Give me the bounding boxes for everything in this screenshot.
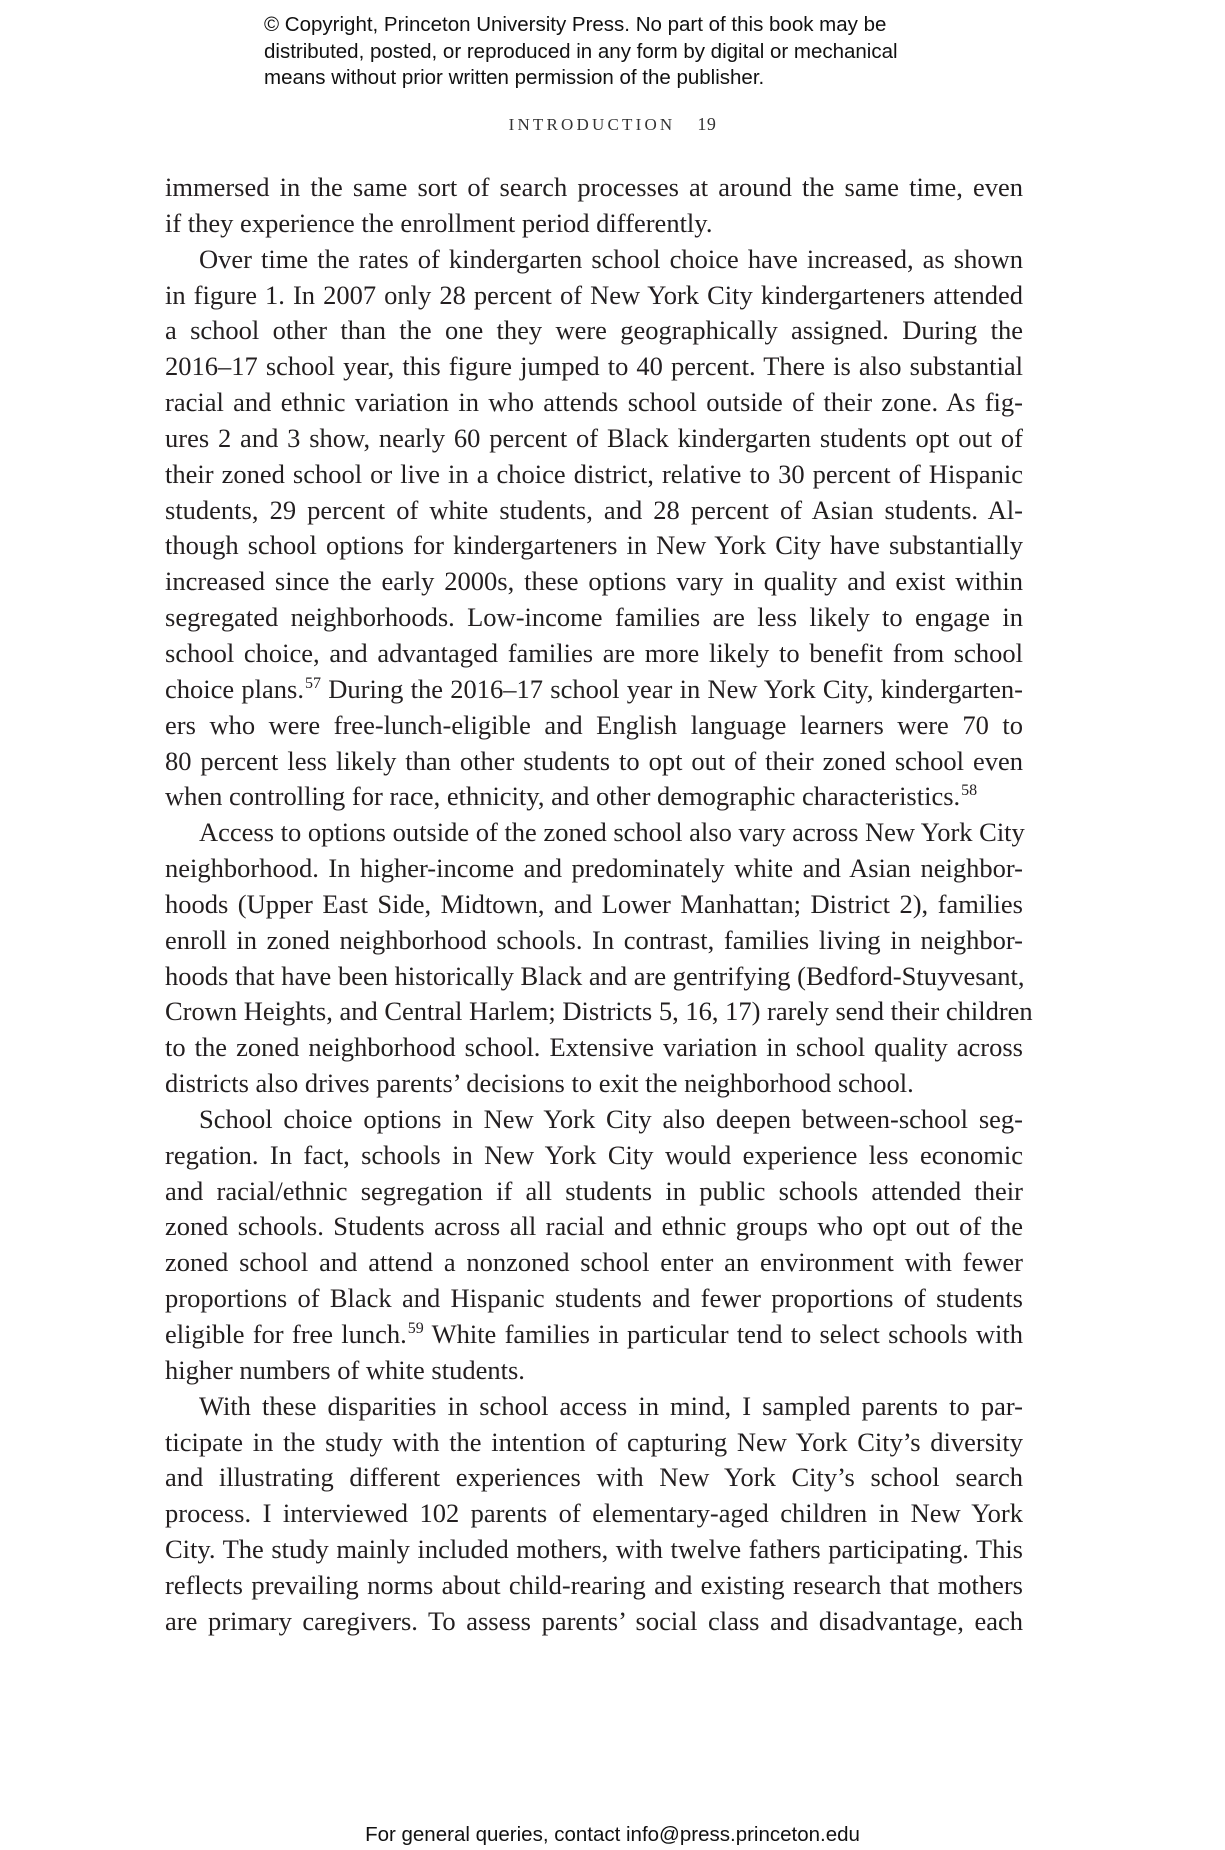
- text-line: [165, 851, 1023, 887]
- text-line: [165, 815, 1023, 851]
- line-text: a school other than the one they were geographically assigned. During the: [165, 315, 1023, 346]
- line-text: ers who were free-lunch-eligible and English language learners were 70 to: [165, 709, 1023, 740]
- text-line: [165, 1353, 1023, 1389]
- line-text: segregated neighborhoods. Low-income families are less likely to engage in: [165, 602, 1023, 633]
- line-text: enroll in zoned neighborhood schools. In contrast, families living in neighbor-: [165, 924, 1023, 955]
- line-text: in figure 1. In 2007 only 28 percent of New York City kindergarteners attended: [165, 279, 1023, 310]
- text-line: [165, 744, 1023, 780]
- text-line: [165, 1568, 1023, 1604]
- line-text: and racial/ethnic segregation if all students in public schools attended their: [165, 1175, 1023, 1206]
- text-line: [165, 1209, 1023, 1245]
- line-text: proportions of Black and Hispanic students and fewer proportions of students: [165, 1283, 1023, 1314]
- text-line: [165, 242, 1023, 278]
- copyright-notice: [264, 12, 1024, 92]
- text-line: [165, 1030, 1023, 1066]
- text-line: [165, 421, 1023, 457]
- line-text: and illustrating different experiences with New York City’s school search: [165, 1462, 1023, 1493]
- line-text-continued: White families in particular tend to select schools with: [423, 1319, 1023, 1349]
- text-line: [165, 1281, 1023, 1317]
- footer-contact: For general queries, contact info@press.princeton.edu: [365, 1823, 860, 1846]
- text-line: [165, 1532, 1023, 1568]
- text-line: [165, 1496, 1023, 1532]
- line-text: neighborhood. In higher-income and predominately white and Asian neighbor-: [165, 853, 1023, 884]
- line-text-continued: During the 2016–17 school year in New York City, kindergarten-: [320, 673, 1023, 704]
- text-line: [165, 887, 1023, 923]
- text-line: [165, 708, 1023, 744]
- line-text: process. I interviewed 102 parents of elementary-aged children in New York: [165, 1498, 1023, 1529]
- text-line: [165, 206, 1023, 242]
- text-line: [165, 1317, 1023, 1353]
- line-text: 2016–17 school year, this figure jumped to 40 percent. There is also substantial: [165, 351, 1023, 382]
- line-text: racial and ethnic variation in who attends school outside of their zone. As fig-: [165, 387, 1023, 418]
- line-text: when controlling for race, ethnicity, and other demographic characteristics.: [165, 781, 961, 812]
- text-line: [165, 278, 1023, 314]
- section-title: INTRODUCTION: [508, 115, 676, 134]
- line-text: students, 29 percent of white students, and 28 percent of Asian students. Al-: [165, 494, 1023, 525]
- line-text: Over time the rates of kindergarten school choice have increased, as shown: [199, 243, 1023, 274]
- text-line: [165, 528, 1023, 564]
- text-line: [165, 1138, 1023, 1174]
- line-text: choice plans.: [165, 673, 304, 704]
- copyright-line: distributed, posted, or reproduced in any form by digital or mechanical: [264, 39, 898, 63]
- text-line: [165, 779, 1023, 815]
- text-line: [165, 1066, 1023, 1102]
- text-line: [165, 1604, 1023, 1640]
- footnote-reference: 57: [304, 674, 321, 692]
- text-line: [165, 600, 1023, 636]
- line-text: higher numbers of white students.: [165, 1354, 525, 1385]
- text-line: [165, 170, 1023, 206]
- line-text: Crown Heights, and Central Harlem; Districts 5, 16, 17) rarely send their children: [165, 996, 1033, 1027]
- line-text: immersed in the same sort of search processes at around the same time, even: [165, 172, 1023, 202]
- line-text: hoods that have been historically Black and are gentrifying (Bedford-Stuyvesant,: [165, 960, 1025, 991]
- text-line: [165, 385, 1023, 421]
- text-line: [165, 1389, 1023, 1425]
- text-line: [165, 1460, 1023, 1496]
- line-text: hoods (Upper East Side, Midtown, and Lower Manhattan; District 2), families: [165, 888, 1023, 919]
- text-line: [165, 493, 1023, 529]
- text-line: [165, 994, 1033, 1030]
- line-text: zoned school and attend a nonzoned school enter an environment with fewer: [165, 1247, 1023, 1278]
- line-text: are primary caregivers. To assess parents’ social class and disadvantage, each: [165, 1605, 1023, 1636]
- copyright-line: means without prior written permission of the publisher.: [264, 66, 765, 89]
- line-text: reflects prevailing norms about child-rearing and existing research that mothers: [165, 1569, 1023, 1600]
- text-line: [165, 349, 1023, 385]
- line-text: ticipate in the study with the intention of capturing New York City’s diversity: [165, 1426, 1023, 1457]
- text-line: [165, 959, 1023, 995]
- copyright-line: © Copyright, Princeton University Press. No part of this book may be: [264, 13, 887, 36]
- line-text: ures 2 and 3 show, nearly 60 percent of Black kindergarten students opt out of: [165, 422, 1023, 453]
- body-text: [165, 170, 1033, 1640]
- text-line: [165, 457, 1023, 493]
- text-line: [165, 313, 1023, 349]
- running-head: [0, 114, 1225, 135]
- text-line: [165, 1245, 1023, 1281]
- footnote-reference: 59: [407, 1320, 424, 1337]
- text-line: [165, 1425, 1023, 1461]
- text-line: [165, 1102, 1023, 1138]
- line-text: With these disparities in school access in mind, I sampled parents to par-: [199, 1390, 1023, 1421]
- line-text: zoned schools. Students across all racial and ethnic groups who opt out of the: [165, 1211, 1023, 1242]
- line-text: school choice, and advantaged families are more likely to benefit from school: [165, 637, 1023, 668]
- page-number: 19: [697, 114, 717, 134]
- line-text: Access to options outside of the zoned school also vary across New York City: [199, 817, 1025, 848]
- text-line: [165, 1174, 1023, 1210]
- line-text: increased since the early 2000s, these options vary in quality and exist within: [165, 566, 1023, 597]
- line-text: if they experience the enrollment period differently.: [165, 207, 713, 238]
- line-text: eligible for free lunch.: [165, 1319, 407, 1349]
- line-text: though school options for kindergarteners in New York City have substantially: [165, 530, 1023, 561]
- line-text: their zoned school or live in a choice district, relative to 30 percent of Hispanic: [165, 458, 1023, 489]
- text-line: [165, 923, 1023, 959]
- line-text: 80 percent less likely than other students to opt out of their zoned school even: [165, 745, 1023, 776]
- line-text: regation. In fact, schools in New York City would experience less economic: [165, 1139, 1023, 1170]
- text-line: [165, 636, 1023, 672]
- line-text: districts also drives parents’ decisions to exit the neighborhood school.: [165, 1068, 914, 1099]
- text-line: [165, 564, 1023, 600]
- line-text: to the zoned neighborhood school. Extensive variation in school quality across: [165, 1032, 1023, 1063]
- line-text: City. The study mainly included mothers, with twelve fathers participating. This: [165, 1534, 1023, 1565]
- text-line: [165, 672, 1023, 708]
- footnote-reference: 58: [961, 782, 978, 800]
- line-text: School choice options in New York City also deepen between-school seg-: [199, 1103, 1023, 1134]
